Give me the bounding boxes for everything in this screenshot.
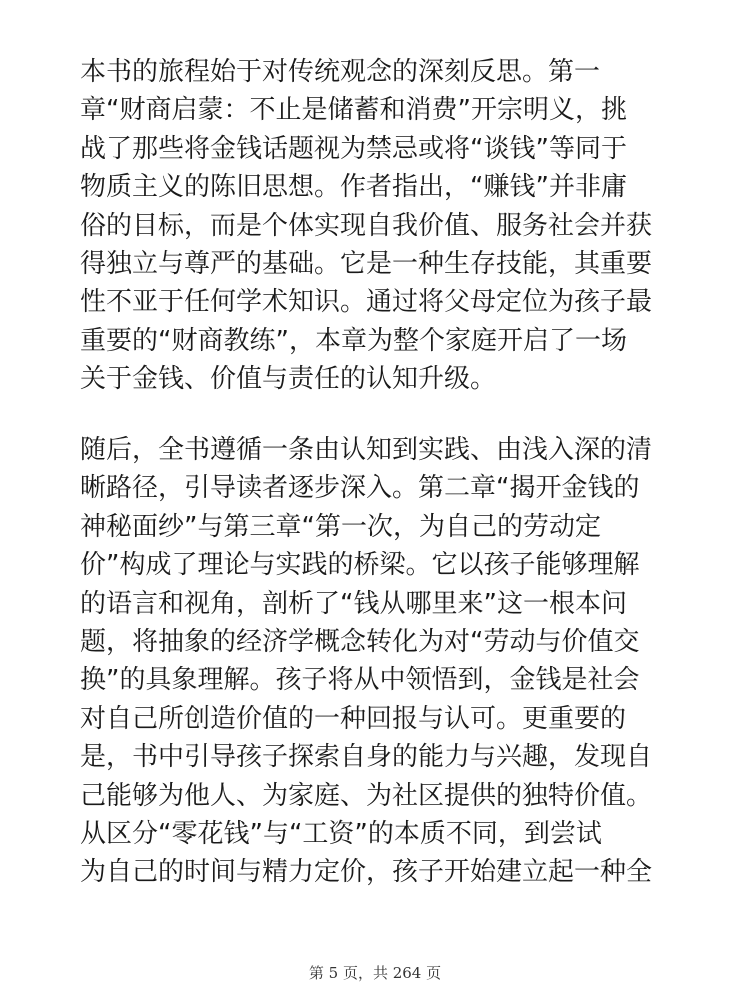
text-line: 是，书中引导孩子探索自身的能力与兴趣，发现自 <box>80 742 653 773</box>
text-line: 随后，全书遵循一条由认知到实践、由浅入深的清 <box>80 435 653 465</box>
text-line: 得独立与尊严的基础。它是一种生存技能，其重要 <box>80 248 653 279</box>
text-line: 性不亚于任何学术知识。通过将父母定位为孩子最 <box>80 287 653 318</box>
text-line: 本书的旅程始于对传统观念的深刻反思。第一 <box>80 57 601 87</box>
text-line: 神秘面纱”与第三章“第一次，为自己的劳动定 <box>80 511 601 542</box>
text-line: 对自己所创造价值的一种回报与认可。更重要的 <box>80 703 627 734</box>
text-line: 俗的目标，而是个体实现自我价值、服务社会并获 <box>80 210 653 241</box>
text-line: 晰路径，引导读者逐步深入。第二章“揭开金钱的 <box>80 473 640 504</box>
text-line: 价”构成了理论与实践的桥梁。它以孩子能够理解 <box>80 550 640 581</box>
text-line: 换”的具象理解。孩子将从中领悟到，金钱是社会 <box>80 665 640 696</box>
text-line: 章“财商启蒙：不止是储蓄和消费”开宗明义，挑 <box>80 95 627 126</box>
text-line: 的语言和视角，剖析了“钱从哪里来”这一根本问 <box>80 588 627 619</box>
text-line: 己能够为他人、为家庭、为社区提供的独特价值。 <box>80 780 653 811</box>
text-line: 关于金钱、价值与责任的认知升级。 <box>80 364 497 395</box>
text-line: 从区分“零花钱”与“工资”的本质不同，到尝试 <box>80 818 602 849</box>
page-number: 第 5 页，共 264 页 <box>308 964 442 982</box>
text-line: 物质主义的陈旧思想。作者指出，“赚钱”并非庸 <box>80 172 627 203</box>
text-line: 题，将抽象的经济学概念转化为对“劳动与价值交 <box>80 626 640 657</box>
text-line: 重要的“财商教练”，本章为整个家庭开启了一场 <box>80 325 627 356</box>
text-line: 战了那些将金钱话题视为禁忌或将“谈钱”等同于 <box>80 133 627 164</box>
paragraph-1 <box>80 53 692 399</box>
paragraph-2 <box>80 431 692 892</box>
text-line: 为自己的时间与精力定价，孩子开始建立起一种全 <box>80 857 653 888</box>
